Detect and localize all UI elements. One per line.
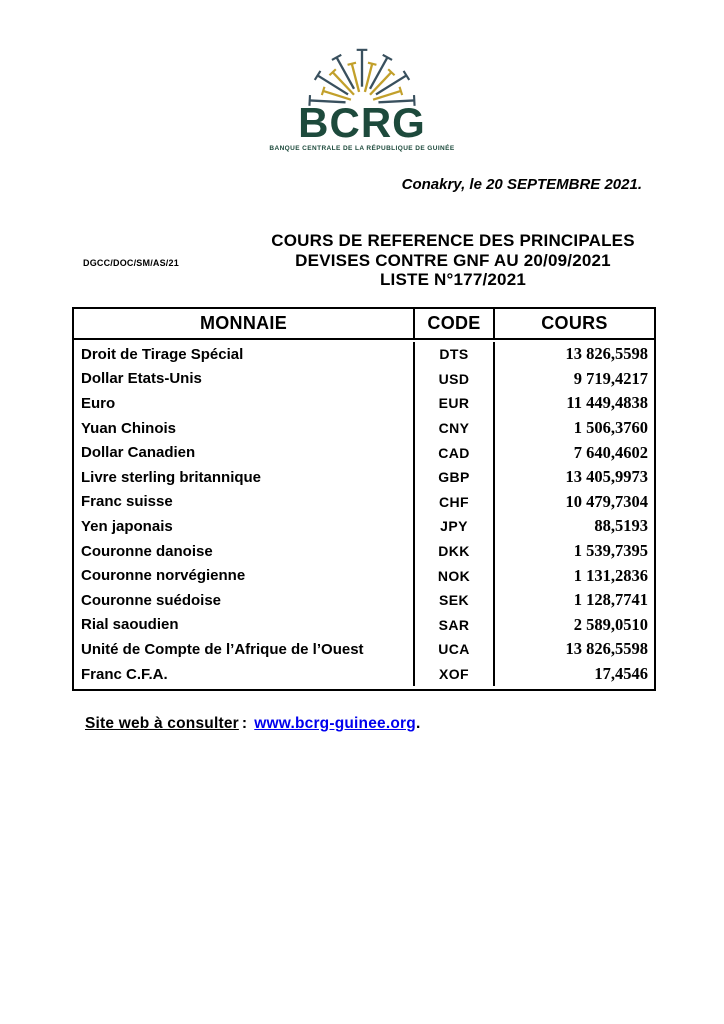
cell-cours: 13 405,9973 (565, 467, 648, 487)
table-header-row (74, 309, 654, 340)
table-row (74, 637, 654, 662)
header-code: CODE (415, 309, 495, 338)
table-row (74, 588, 654, 613)
date-line: Conakry, le 20 SEPTEMBRE 2021. (401, 176, 642, 193)
title-line-1: COURS DE REFERENCE DES PRINCIPALES (271, 231, 635, 250)
cell-code: DTS (415, 342, 495, 367)
exchange-rate-table (72, 307, 656, 691)
table-row (74, 662, 654, 687)
cell-code: DKK (415, 539, 495, 564)
logo-name: BCRG (298, 99, 426, 146)
website-label: Site web à consulter (85, 715, 239, 732)
cell-cours: 13 826,5598 (565, 344, 648, 364)
cell-cours: 17,4546 (594, 664, 648, 684)
cell-monnaie: Euro (74, 391, 415, 416)
cell-monnaie: Dollar Etats-Unis (74, 367, 415, 392)
document-reference: DGCC/DOC/SM/AS/21 (83, 258, 179, 268)
cell-monnaie: Unité de Compte de l’Afrique de l’Ouest (74, 637, 415, 662)
table-row (74, 490, 654, 515)
table-row (74, 416, 654, 441)
table-body (74, 340, 654, 689)
cell-code: CAD (415, 440, 495, 465)
header-cours: COURS (541, 313, 608, 333)
cell-cours: 7 640,4602 (573, 442, 648, 462)
table-row (74, 563, 654, 588)
cell-cours: 11 449,4838 (566, 393, 648, 413)
table-row (74, 440, 654, 465)
cell-monnaie: Droit de Tirage Spécial (74, 342, 415, 367)
table-row (74, 391, 654, 416)
cell-monnaie: Dollar Canadien (74, 440, 415, 465)
cell-code: JPY (415, 514, 495, 539)
bcrg-logo (0, 45, 724, 152)
table-row (74, 539, 654, 564)
cell-cours: 1 506,3760 (573, 418, 648, 438)
cell-monnaie: Franc suisse (74, 490, 415, 515)
cell-cours: 13 826,5598 (565, 639, 648, 659)
cell-monnaie: Franc C.F.A. (74, 662, 415, 687)
cell-code: CHF (415, 490, 495, 515)
cell-monnaie: Couronne norvégienne (74, 563, 415, 588)
table-row (74, 613, 654, 638)
cell-cours: 9 719,4217 (573, 368, 648, 388)
cell-code: USD (415, 367, 495, 392)
cell-cours: 88,5193 (594, 516, 648, 536)
document-title (253, 231, 653, 290)
table-row (74, 514, 654, 539)
cell-cours: 2 589,0510 (573, 614, 648, 634)
website-separator: : (241, 715, 248, 732)
cell-code: SAR (415, 613, 495, 638)
table-row (74, 342, 654, 367)
cell-code: SEK (415, 588, 495, 613)
website-line (85, 715, 420, 733)
cell-monnaie: Rial saoudien (74, 613, 415, 638)
cell-code: CNY (415, 416, 495, 441)
cell-code: NOK (415, 563, 495, 588)
cell-cours: 1 128,7741 (573, 590, 648, 610)
cell-code: XOF (415, 662, 495, 687)
cell-cours: 10 479,7304 (565, 491, 648, 511)
cell-monnaie: Yen japonais (74, 514, 415, 539)
cell-cours: 1 539,7395 (573, 541, 648, 561)
cell-code: EUR (415, 391, 495, 416)
table-row (74, 367, 654, 392)
website-suffix: . (415, 715, 421, 732)
title-line-3: LISTE N°177/2021 (379, 270, 527, 289)
cell-monnaie: Couronne danoise (74, 539, 415, 564)
cell-monnaie: Yuan Chinois (74, 416, 415, 441)
cell-monnaie: Couronne suédoise (74, 588, 415, 613)
header-monnaie: MONNAIE (74, 309, 415, 338)
cell-cours: 1 131,2836 (573, 565, 648, 585)
cell-monnaie: Livre sterling britannique (74, 465, 415, 490)
cell-code: UCA (415, 637, 495, 662)
cell-code: GBP (415, 465, 495, 490)
table-row (74, 465, 654, 490)
title-line-2: DEVISES CONTRE GNF AU 20/09/2021 (295, 250, 611, 270)
website-link[interactable]: www.bcrg-guinee.org (254, 715, 416, 732)
logo-tagline: BANQUE CENTRALE DE LA RÉPUBLIQUE DE GUINÉE (269, 145, 455, 152)
